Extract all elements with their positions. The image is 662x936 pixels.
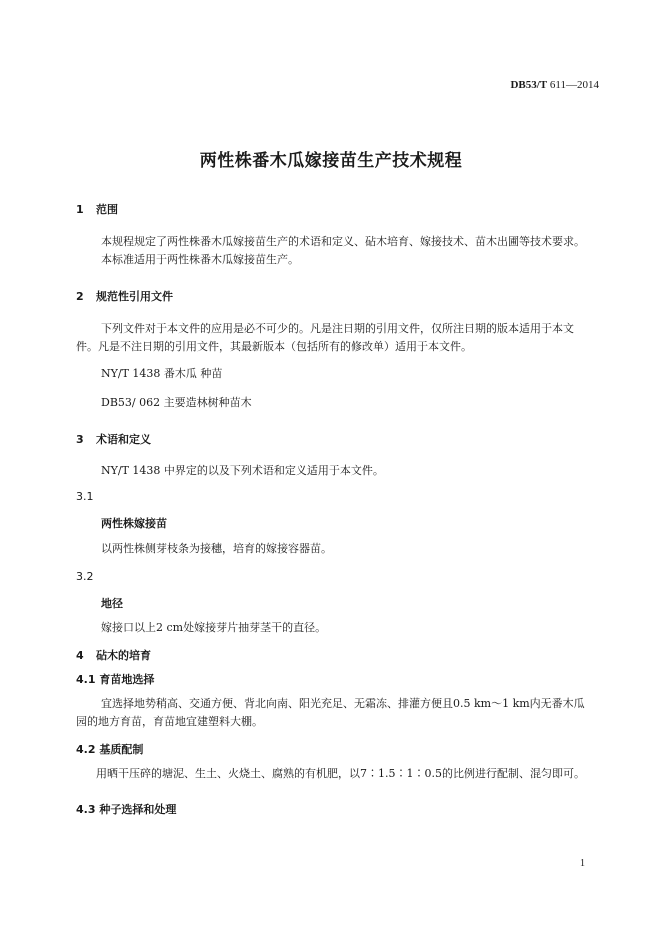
page-number: 1 xyxy=(580,858,585,869)
term-3-2-number: 3.2 xyxy=(76,570,94,583)
standard-code-prefix: DB53/T xyxy=(510,79,548,91)
section-1-heading xyxy=(76,201,118,217)
section-1-paragraph-1: 本规程规定了两性株番木瓜嫁接苗生产的术语和定义、砧木培育、嫁接技术、苗木出圃等技术要求。 xyxy=(101,235,585,248)
section-3-number: 3 xyxy=(76,433,84,446)
term-3-2-title: 地径 xyxy=(101,597,123,610)
document-title: 两性株番木瓜嫁接苗生产技术规程 xyxy=(199,151,463,171)
section-4-number: 4 xyxy=(76,649,84,662)
section-4-2-heading: 4.2 基质配制 xyxy=(76,743,144,756)
standard-code xyxy=(510,79,599,91)
section-4-1-paragraph-line-2: 园的地方育苗，育苗地宜建塑料大棚。 xyxy=(76,715,263,728)
section-4-title: 砧木的培育 xyxy=(96,649,151,662)
term-3-2-definition: 嫁接口以上2 cm处嫁接芽片抽芽茎干的直径。 xyxy=(101,621,327,634)
section-1-number: 1 xyxy=(76,203,84,216)
section-4-3-heading: 4.3 种子选择和处理 xyxy=(76,803,177,816)
section-4-heading xyxy=(76,647,151,663)
term-3-1-number: 3.1 xyxy=(76,490,94,503)
section-3-paragraph: NY/T 1438 中界定的以及下列术语和定义适用于本文件。 xyxy=(101,464,384,477)
section-1-title: 范围 xyxy=(96,203,118,216)
section-3-heading xyxy=(76,431,151,447)
reference-ny-t-1438: NY/T 1438 番木瓜 种苗 xyxy=(101,367,223,380)
standard-code-number: 611—2014 xyxy=(547,79,599,91)
term-3-1-title: 两性株嫁接苗 xyxy=(101,517,167,530)
section-4-2-paragraph: 用晒干压碎的塘泥、生土、火烧土、腐熟的有机肥，以7∶1.5∶1∶0.5的比例进行配制、混匀即可。 xyxy=(96,767,585,780)
section-2-heading xyxy=(76,288,173,304)
section-2-paragraph-line-2: 件。凡是不注日期的引用文件，其最新版本（包括所有的修改单）适用于本文件。 xyxy=(76,340,472,353)
section-2-number: 2 xyxy=(76,290,84,303)
term-3-1-definition: 以两性株侧芽枝条为接穗，培育的嫁接容器苗。 xyxy=(101,542,332,555)
section-3-title: 术语和定义 xyxy=(96,433,151,446)
section-4-1-paragraph-line-1: 宜选择地势稍高、交通方便、背北向南、阳光充足、无霜冻、排灌方便且0.5 km～1 km内无番木瓜 xyxy=(101,697,585,710)
section-4-1-heading: 4.1 育苗地选择 xyxy=(76,673,155,686)
reference-db53-062: DB53/ 062 主要造林树种苗木 xyxy=(101,396,252,409)
section-2-title: 规范性引用文件 xyxy=(96,290,173,303)
section-1-paragraph-2: 本标准适用于两性株番木瓜嫁接苗生产。 xyxy=(101,253,299,266)
section-2-paragraph-line-1: 下列文件对于本文件的应用是必不可少的。凡是注日期的引用文件，仅所注日期的版本适用于本文 xyxy=(101,322,574,335)
